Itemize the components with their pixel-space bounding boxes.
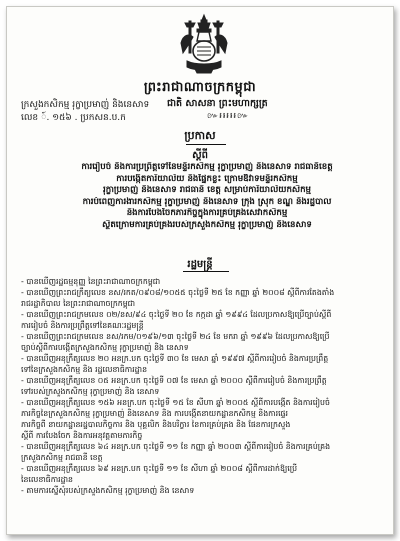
list-item: នៃលេខាធិការដ្ឋាន [21, 475, 73, 484]
list-item: ភារកិច្ចនៃក្រសួងកសិកម្ម រុក្ខាប្រមាញ់ និងនេសាទ និង ការបង្កើតនាយកដ្ឋានកសិកម្ម និងការផ្ទេរ [21, 409, 288, 418]
list-item: - បានឃើញអនុក្រឹត្យលេខ ០៥ អនក្រ.បក ចុះថ្ងៃទី ០៧ ខែ មេសា ឆ្នាំ ២០០០ ស្តីពីការរៀបចំ និងការប្រព្រឹត្ត [21, 376, 327, 385]
list-item: - បានឃើញរដ្ឋធម្មនុញ្ញ នៃព្រះរាជាណាចក្រកម្ពុជា [21, 277, 161, 286]
subject-block [47, 162, 367, 231]
document-type-title: ប្រកាស [184, 129, 216, 142]
kingdom-title: ព្រះរាជាណាចក្រកម្ពុជា [143, 80, 257, 95]
subject-line: និងការបែងចែកភារកិច្ចក្នុងការគ្រប់គ្រងសេវាកសិកម្ម [126, 208, 288, 218]
reference-number: លេខ ៍. ១៥៦ . ប្រកសន.ប.ក [21, 113, 126, 123]
subject-label: ស្តីពី [192, 150, 208, 161]
subject-line: ការបង្កើតការិយាល័យ និងផ្នែកខ្លះ ក្រោមឱវាទមន្ទីរកសិកម្ម [116, 173, 298, 184]
minister-heading: រដ្ឋមន្ត្រី [187, 259, 213, 270]
list-item: - បានឃើញអនុក្រឹត្យលេខ ១៥៦ អនក្រ.បក ចុះថ្ងៃទី ១៥ ខែ សីហា ឆ្នាំ ២០០៥ ស្តីពីការបង្កើត និងការរៀបចំ [21, 398, 330, 407]
list-item: - បានឃើញអនុក្រឹត្យលេខ ៦៩ អនក្រ.បក ចុះថ្ងៃទី ១១ ខែ សីហា ឆ្នាំ ២០០៨ ស្តីពីការដាក់ឱ្យប្រើ [21, 464, 298, 473]
heading-underline [183, 271, 229, 272]
list-item: ស្តីពី ការបែងចែក និងការអនុវត្តតាមភារកិច្ច [21, 431, 143, 440]
list-item: រាជរដ្ឋាភិបាល នៃព្រះរាជាណាចក្រកម្ពុជា [21, 299, 136, 308]
subject-line: ស្ថិតក្រោមការគ្រប់គ្រងរបស់ក្រសួងកសិកម្ម រុក្ខាប្រមាញ់ និងនេសាទ [102, 219, 312, 230]
list-item: ទៅរបស់ក្រសួងកសិកម្ម រុក្ខាប្រមាញ់ និង នេសាទ [21, 387, 160, 396]
list-item: - បានឃើញព្រះរាជក្រឹត្យលេខ នស/រកត/០៩០៨/១០៥៥ ចុះថ្ងៃទី ២៥ ខែ កញ្ញា ឆ្នាំ ២០០៨ ស្តីពីការតែងតាំង [21, 288, 335, 297]
ministry-name: ក្រសួងកសិកម្ម រុក្ខាប្រមាញ់ និងនេសាទ [21, 100, 150, 110]
considerations-list [21, 276, 387, 496]
subject-line: ការរៀបចំ និងការប្រព្រឹត្តទៅនៃមន្ទីរកសិកម្ម រុក្ខាប្រមាញ់ និងនេសាទ រាជធានីខេត្ត [81, 162, 333, 172]
list-item: - បានឃើញអនុក្រឹត្យលេខ ៦៤ អនក្រ.បក ចុះថ្ងៃទី ១១ ខែ កញ្ញា ឆ្នាំ ២០០៣ ស្តីពីការរៀបចំ និងការគ្រប់គ្រង [21, 442, 331, 451]
subject-line: ការបំពេញការងារកសិកម្ម រុក្ខាប្រមាញ់ និងនេសាទ ក្រុង ស្រុក ខណ្ឌ និងរដ្ឋបាល [82, 196, 332, 207]
royal-emblem-icon [175, 13, 233, 75]
list-item: - តាមការស្នើសុំរបស់ក្រសួងកសិកម្ម រុក្ខាប្រមាញ់ និង នេសាទ [21, 486, 195, 495]
list-item: - បានឃើញព្រះរាជក្រមលេខ ០២/នស/៩៤ ចុះថ្ងៃទី ២០ ខែ កក្កដា ឆ្នាំ ១៩៩៤ ដែលប្រកាសឱ្យប្រើច្បាប់ស្តីពី [21, 310, 332, 319]
national-motto: ជាតិ សាសនា ព្រះមហាក្សត្រ [167, 98, 268, 109]
list-item: ការរៀបចំ និងការប្រព្រឹត្តទៅនៃគណៈរដ្ឋមន្ត្រី [21, 321, 144, 330]
list-item: - បានឃើញអនុក្រឹត្យលេខ ២០ អនក្រ.បក ចុះថ្ងៃទី ៣០ ខែ មេសា ឆ្នាំ ១៩៩៧ ស្តីពីការរៀបចំ និងការប្រព្រឹត្ត [21, 354, 329, 363]
ornament-divider: ៚៛៛៛៛៛៚ [207, 111, 250, 120]
list-item: ច្បាប់ស្តីពីការបង្កើតក្រសួងកសិកម្ម រុក្ខាប្រមាញ់ និង នេសាទ [21, 343, 189, 352]
list-item: ទៅនៃក្រសួងកសិកម្ម និង រដ្ឋលេខាធិការដ្ឋាន [21, 365, 148, 374]
subject-line: រុក្ខាប្រមាញ់ និងនេសាទ រាជធានី ខេត្ត សម្រាប់ការិយាល័យកសិកម្ម [102, 185, 311, 195]
list-item: - បានឃើញព្រះរាជក្រមលេខ នស/រកម/០១៩៦/១៣ ចុះថ្ងៃទី ២៤ ខែ មករា ឆ្នាំ ១៩៩៦ ដែលប្រកាសឱ្យប្រើ [21, 332, 330, 341]
document-page [6, 6, 394, 535]
list-item: ក្រសួងកសិកម្ម រាជធានី ខេត្ត [21, 453, 103, 462]
title-underline [186, 144, 226, 145]
list-item: ភារកិច្ចពី នាយកដ្ឋានរដ្ឋបាលកិច្ចការ និង បុគ្គលិក និងបរិក្ខារ នៃការគ្រប់គ្រង និង ផែនការក្រសួង [21, 420, 291, 429]
